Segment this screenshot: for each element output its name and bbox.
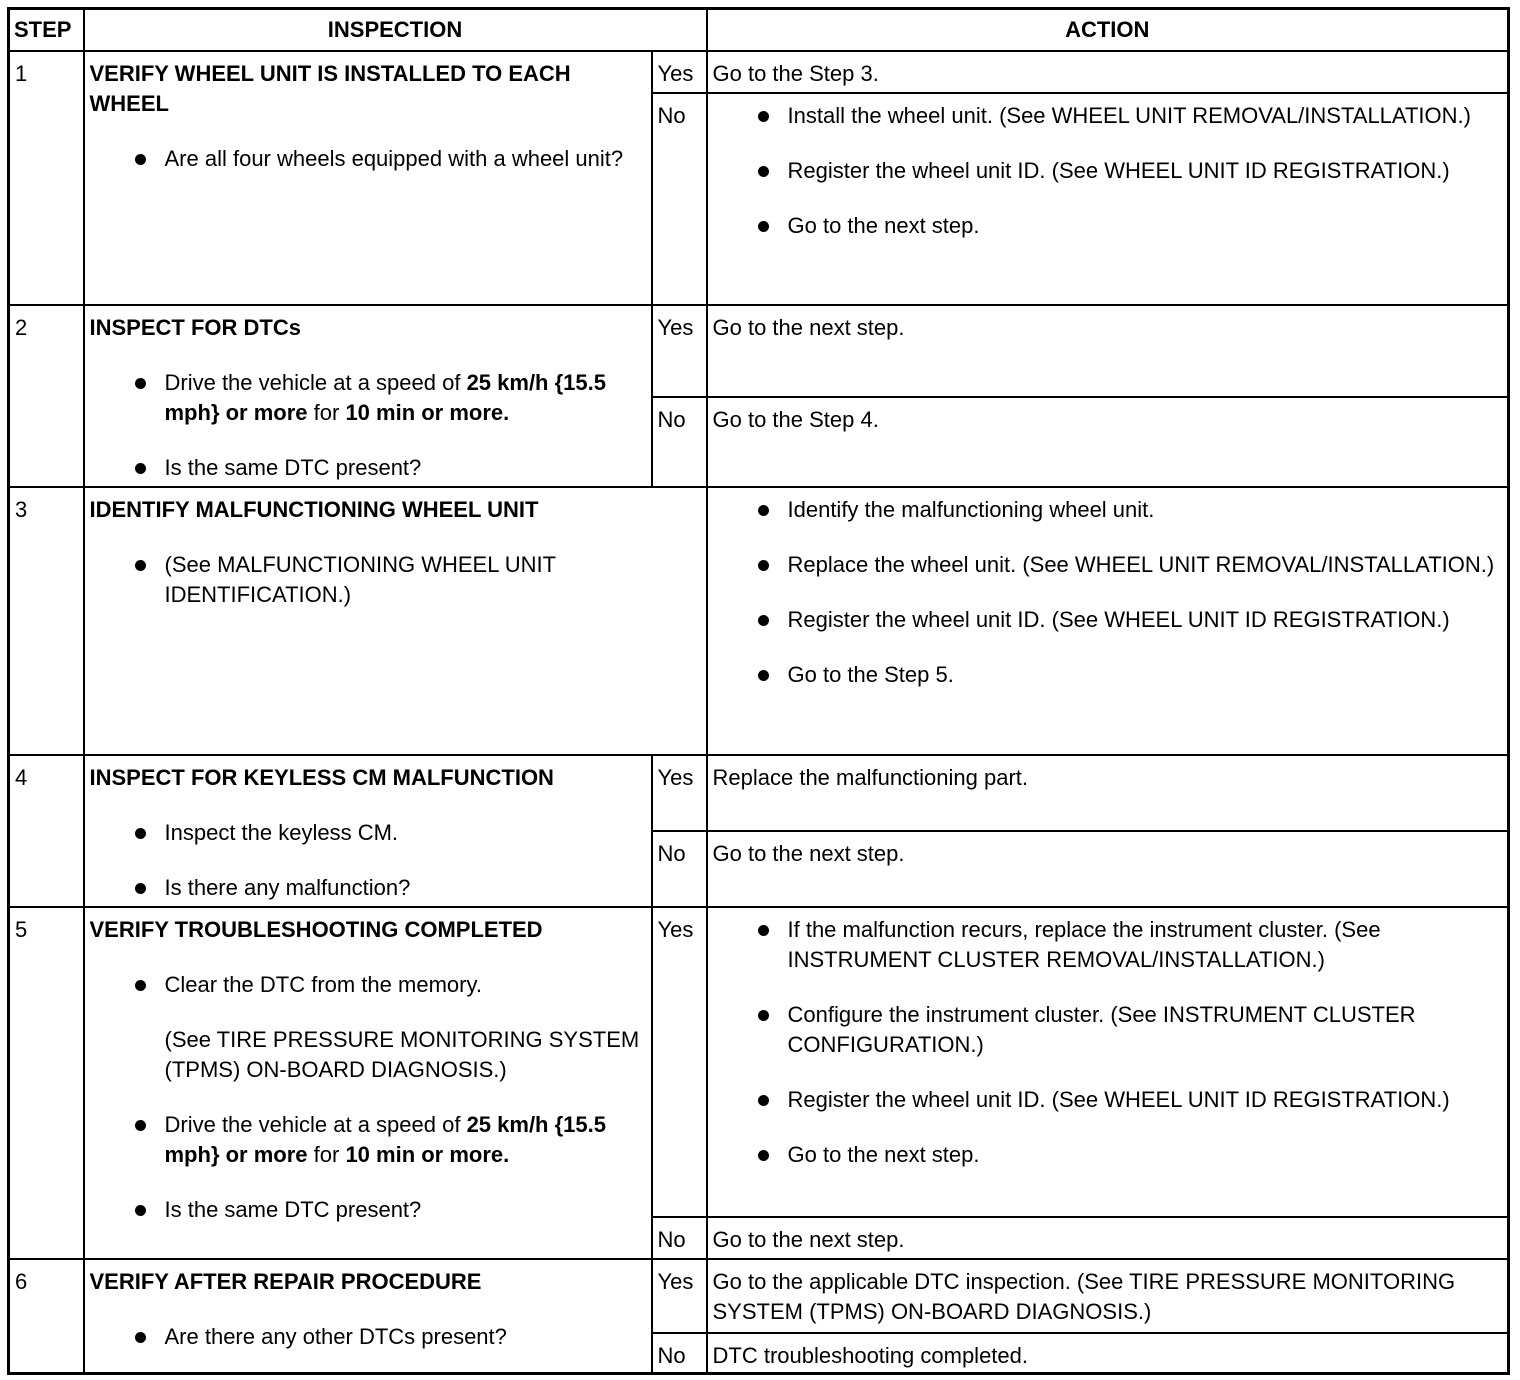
yes-label: Yes	[652, 755, 707, 831]
step-number: 3	[9, 487, 84, 755]
action-bullet: Go to the next step.	[788, 211, 1503, 241]
step-4-inspection	[84, 755, 652, 907]
step-6-yes-row	[9, 1259, 1509, 1333]
diagnostic-table	[7, 7, 1510, 1375]
action-bullet: Register the wheel unit ID. (See WHEEL UNIT ID REGISTRATION.)	[788, 605, 1503, 635]
inspection-bullet: Is the same DTC present?	[165, 453, 646, 483]
step-3-inspection	[84, 487, 707, 755]
action-header: ACTION	[707, 9, 1509, 52]
step-number: 1	[9, 51, 84, 305]
no-label: No	[652, 93, 707, 305]
inspection-bullet: Drive the vehicle at a speed of 25 km/h {15.5 mph} or more for 10 min or more.	[165, 368, 646, 428]
step-title: INSPECT FOR KEYLESS CM MALFUNCTION	[89, 765, 554, 790]
yes-label: Yes	[652, 907, 707, 1217]
no-label: No	[652, 397, 707, 487]
yes-action: Go to the next step.	[707, 305, 1509, 397]
step-6-inspection	[84, 1259, 652, 1373]
yes-label: Yes	[652, 305, 707, 397]
no-action: Go to the next step.	[707, 831, 1509, 907]
action-bullet: Go to the Step 5.	[788, 660, 1503, 690]
step-2-inspection	[84, 305, 652, 487]
no-label: No	[652, 831, 707, 907]
inspection-bullet: Clear the DTC from the memory.	[165, 970, 646, 1000]
inspection-header: INSPECTION	[84, 9, 707, 52]
step-title: INSPECT FOR DTCs	[89, 315, 301, 340]
action-bullet: Identify the malfunctioning wheel unit.	[788, 495, 1503, 525]
action-bullet: Install the wheel unit. (See WHEEL UNIT REMOVAL/INSTALLATION.)	[788, 101, 1503, 131]
action-bullet: Replace the wheel unit. (See WHEEL UNIT REMOVAL/INSTALLATION.)	[788, 550, 1503, 580]
no-action	[707, 93, 1509, 305]
step-number: 5	[9, 907, 84, 1259]
no-action: Go to the next step.	[707, 1217, 1509, 1259]
step-title: VERIFY AFTER REPAIR PROCEDURE	[89, 1269, 482, 1294]
action-bullet: If the malfunction recurs, replace the instrument cluster. (See INSTRUMENT CLUSTER REMOVAL/INSTALLATION.)	[788, 915, 1503, 975]
step-number: 2	[9, 305, 84, 487]
yes-action: Go to the Step 3.	[707, 51, 1509, 93]
no-label: No	[652, 1217, 707, 1259]
yes-label: Yes	[652, 51, 707, 93]
inspection-bullet: Is there any malfunction?	[165, 873, 646, 903]
yes-label: Yes	[652, 1259, 707, 1333]
inspection-bullet: Drive the vehicle at a speed of 25 km/h {15.5 mph} or more for 10 min or more.	[165, 1110, 646, 1170]
step-2-yes-row	[9, 305, 1509, 397]
inspection-bullet: (See MALFUNCTIONING WHEEL UNIT IDENTIFICATION.)	[165, 550, 701, 610]
step-number: 6	[9, 1259, 84, 1373]
inspection-bullet: Are all four wheels equipped with a wheel unit?	[165, 144, 646, 174]
step-4-yes-row	[9, 755, 1509, 831]
no-label: No	[652, 1333, 707, 1373]
step-title: VERIFY TROUBLESHOOTING COMPLETED	[89, 917, 543, 942]
no-action: DTC troubleshooting completed.	[707, 1333, 1509, 1373]
yes-action: Go to the applicable DTC inspection. (See TIRE PRESSURE MONITORING SYSTEM (TPMS) ON-BOARD DIAGNOSIS.)	[707, 1259, 1509, 1333]
step-title: VERIFY WHEEL UNIT IS INSTALLED TO EACH WHEEL	[89, 61, 571, 116]
inspection-bullet: Is the same DTC present?	[165, 1195, 646, 1225]
step-3-action	[707, 487, 1509, 755]
yes-action	[707, 907, 1509, 1217]
action-bullet: Configure the instrument cluster. (See INSTRUMENT CLUSTER CONFIGURATION.)	[788, 1000, 1503, 1060]
step-5-inspection	[84, 907, 652, 1259]
step-5-yes-row	[9, 907, 1509, 1217]
step-3-row	[9, 487, 1509, 755]
step-title: IDENTIFY MALFUNCTIONING WHEEL UNIT	[89, 497, 539, 522]
step-header: STEP	[9, 9, 84, 52]
inspection-bullet: Inspect the keyless CM.	[165, 818, 646, 848]
action-bullet: Register the wheel unit ID. (See WHEEL UNIT ID REGISTRATION.)	[788, 1085, 1503, 1115]
action-bullet: Go to the next step.	[788, 1140, 1503, 1170]
step-number: 4	[9, 755, 84, 907]
action-bullet: Register the wheel unit ID. (See WHEEL UNIT ID REGISTRATION.)	[788, 156, 1503, 186]
header-row	[9, 9, 1509, 52]
inspection-bullet: Are there any other DTCs present?	[165, 1322, 646, 1352]
step-1-inspection	[84, 51, 652, 305]
no-action: Go to the Step 4.	[707, 397, 1509, 487]
yes-action: Replace the malfunctioning part.	[707, 755, 1509, 831]
inspection-note: (See TIRE PRESSURE MONITORING SYSTEM (TPMS) ON-BOARD DIAGNOSIS.)	[164, 1027, 640, 1082]
step-1-yes-row	[9, 51, 1509, 93]
